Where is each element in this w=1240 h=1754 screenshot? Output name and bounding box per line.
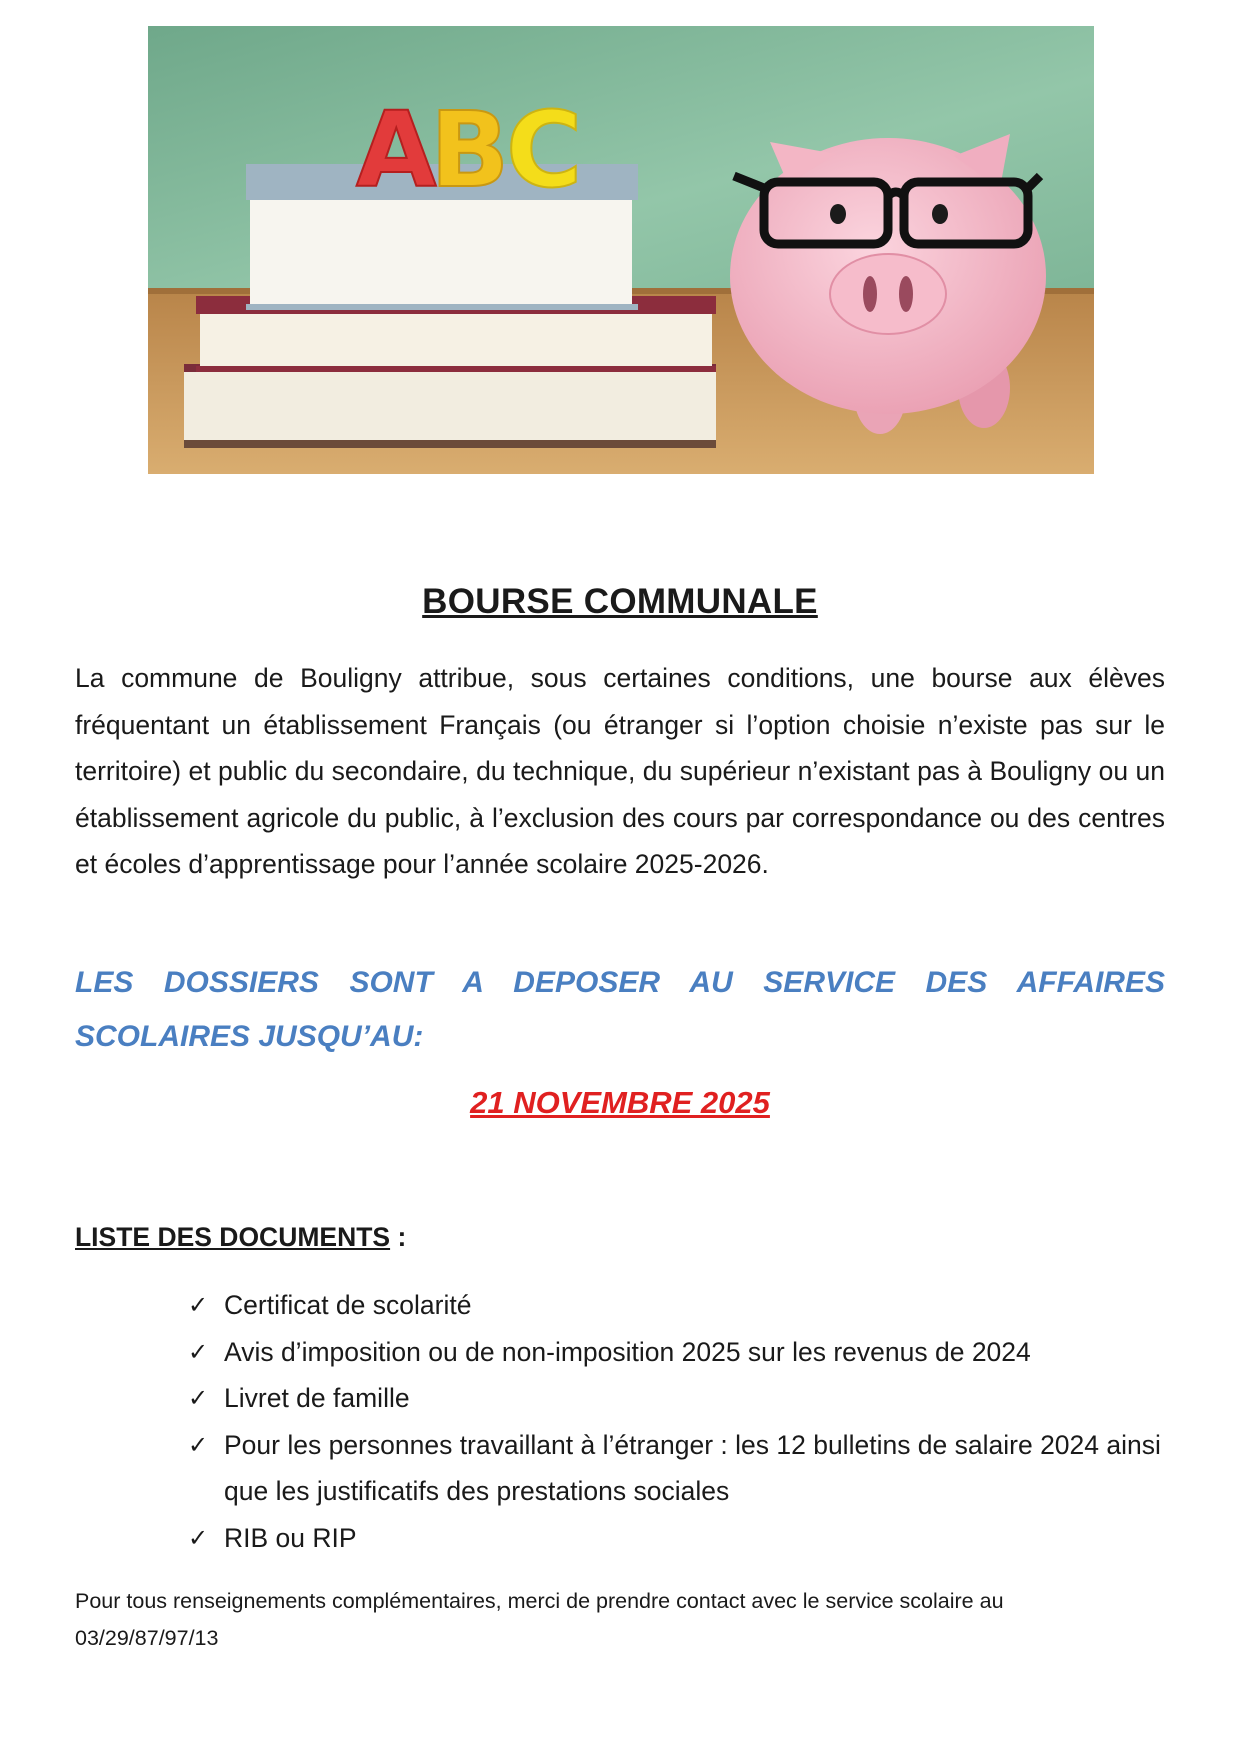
list-item xyxy=(188,1282,1168,1329)
list-item-text: Avis d’imposition ou de non-imposition 2025 sur les revenus de 2024 xyxy=(224,1336,1031,1367)
list-item xyxy=(188,1422,1168,1515)
list-item-text: Livret de famille xyxy=(224,1383,410,1413)
list-item xyxy=(188,1515,1168,1562)
deadline-date: 21 NOVEMBRE 2025 xyxy=(470,1085,770,1120)
letter-b: B xyxy=(430,89,510,211)
list-item-text: Pour les personnes travaillant à l’étranger : les 12 bulletins de salaire 2024 ainsi que les justificatifs des prestations sociales xyxy=(224,1429,1161,1506)
check-icon: ✓ xyxy=(188,1384,209,1412)
list-item xyxy=(188,1329,1168,1376)
list-item xyxy=(188,1375,1168,1422)
deadline-heading: LES DOSSIERS SONT A DEPOSER AU SERVICE DES AFFAIRES SCOLAIRES JUSQU’AU: xyxy=(75,966,1165,1053)
check-icon: ✓ xyxy=(188,1337,209,1366)
letter-a: A xyxy=(356,89,437,211)
letter-c: C xyxy=(506,89,583,211)
list-item-text: RIB ou RIP xyxy=(224,1522,357,1553)
contact-footer: Pour tous renseignements complémentaires, merci de prendre contact avec le service scolaire au 03/29/87/97/13 xyxy=(75,1589,1004,1650)
page-title: BOURSE COMMUNALE xyxy=(422,582,818,621)
check-icon: ✓ xyxy=(188,1291,209,1319)
documents-list xyxy=(188,1282,1168,1561)
check-icon: ✓ xyxy=(188,1523,209,1552)
hero-illustration xyxy=(148,26,1094,474)
documents-heading-suffix: : xyxy=(390,1222,407,1252)
intro-paragraph: La commune de Bouligny attribue, sous certaines conditions, une bourse aux élèves fréquentant un établissement Français (ou étranger si l’option choisie n’existe pas sur le territoire) et public du secondaire, du technique, du supérieur n’existant pas à Bouligny ou un établissement agricole du public, à l’exclusion des cours par correspondance ou des centres et écoles d’apprentissage pour l’année scolaire 2025-2026. xyxy=(75,663,1165,879)
list-item-text: Certificat de scolarité xyxy=(224,1290,472,1320)
check-icon: ✓ xyxy=(188,1430,209,1459)
documents-heading-label: LISTE DES DOCUMENTS xyxy=(75,1222,391,1252)
documents-heading xyxy=(75,1222,406,1253)
